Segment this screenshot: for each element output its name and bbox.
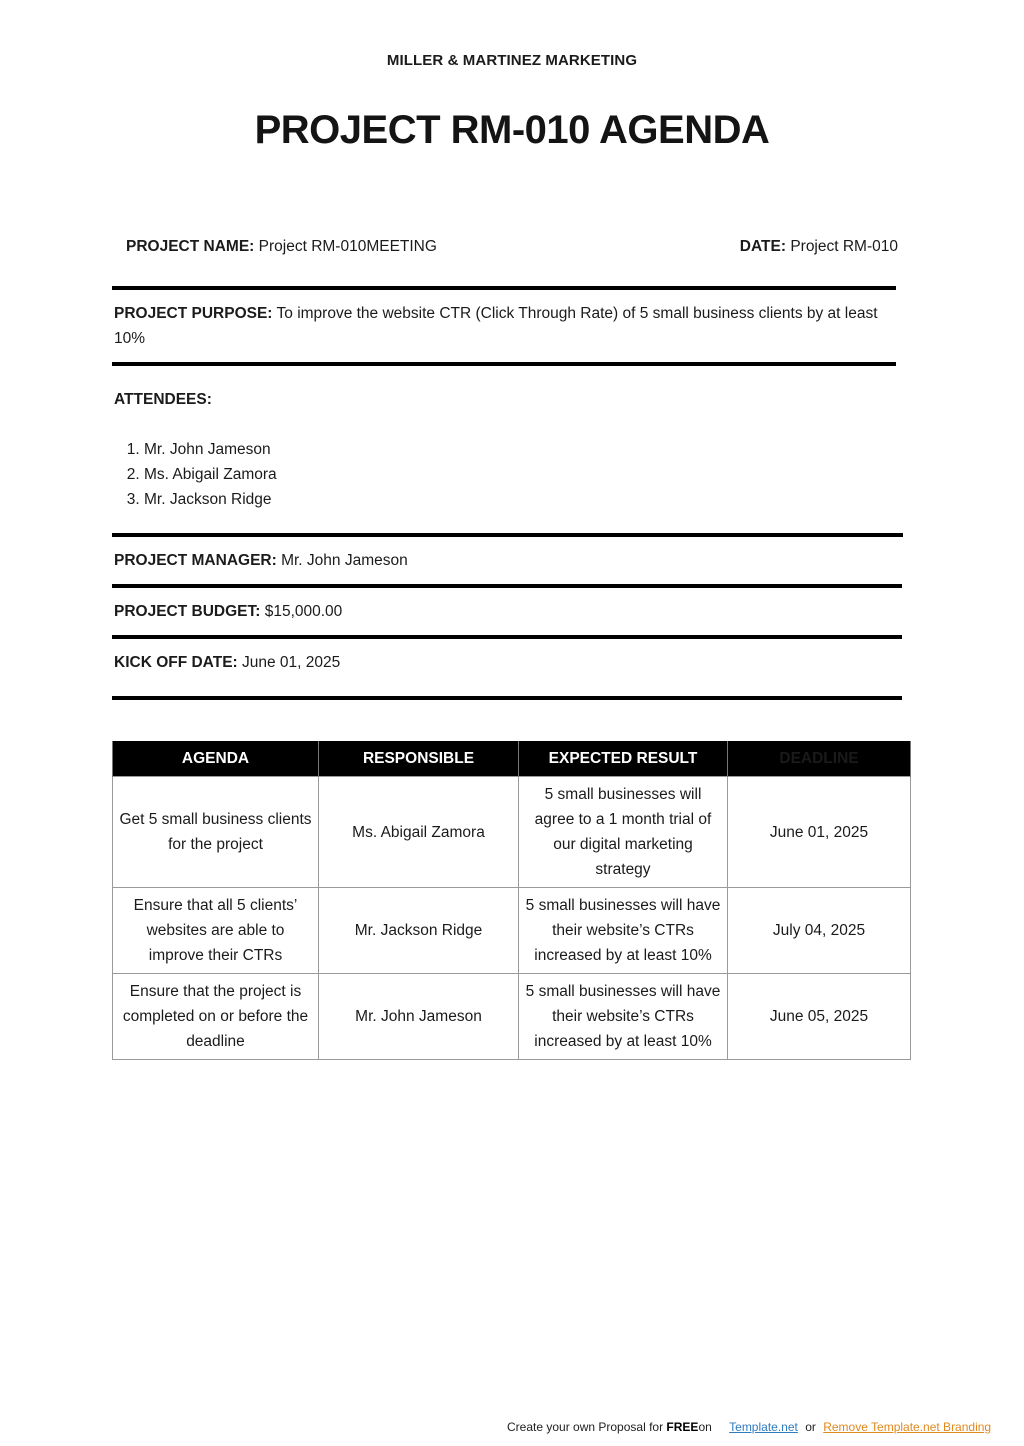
expected-result-cell: 5 small businesses will have their website’s CTRs increased by at least 10% [519,888,728,974]
project-manager-value: Mr. John Jameson [281,552,408,569]
project-name-label: PROJECT NAME: [126,238,255,255]
template-net-link[interactable]: Template.net [729,1420,798,1434]
table-row [113,777,911,888]
attendees-label [114,387,212,412]
table-row [113,888,911,974]
project-purpose-field [114,301,894,351]
deadline-cell: June 05, 2025 [728,974,911,1060]
expected-result-cell: 5 small businesses will agree to a 1 month trial of our digital marketing strategy [519,777,728,888]
date-label: DATE: [739,238,786,255]
divider [112,635,902,639]
company-name: MILLER & MARTINEZ MARKETING [386,52,638,69]
date-value: Project RM-010 [790,238,898,255]
project-purpose-value: To improve the website CTR (Click Through Rate) of 5 small business clients by at least 10% [114,305,878,347]
expected-result-cell: 5 small businesses will have their website’s CTRs increased by at least 10% [519,974,728,1060]
page-title: PROJECT RM-010 AGENDA [254,108,770,152]
responsible-cell: Mr. Jackson Ridge [319,888,519,974]
divider [112,533,903,537]
kickoff-date-label: KICK OFF DATE: [114,654,238,671]
project-budget-field [114,599,342,624]
deadline-cell: June 01, 2025 [728,777,911,888]
footer-branding [507,1420,991,1434]
column-header-expected-result: EXPECTED RESULT [519,741,728,777]
divider [112,362,896,366]
agenda-table [112,741,911,1060]
deadline-cell: July 04, 2025 [728,888,911,974]
column-header-agenda: AGENDA [113,741,319,777]
project-budget-label: PROJECT BUDGET: [114,603,261,620]
footer-free: FREE [666,1420,699,1434]
divider [112,286,896,290]
attendee-item: 3. Mr. Jackson Ridge [144,487,277,512]
project-budget-value: $15,000.00 [264,603,343,620]
responsible-cell: Ms. Abigail Zamora [319,777,519,888]
agenda-cell: Ensure that all 5 clients’ websites are able to improve their CTRs [113,888,319,974]
divider [112,696,902,700]
date-field [740,238,898,256]
project-manager-label: PROJECT MANAGER: [114,552,277,569]
attendees-label-text: ATTENDEES: [114,391,212,408]
kickoff-date-field [114,650,340,675]
column-header-responsible: RESPONSIBLE [319,741,519,777]
table-header-row [113,741,911,777]
footer-or: or [805,1420,816,1434]
remove-branding-link[interactable]: Remove Template.net Branding [823,1420,992,1434]
project-purpose-label: PROJECT PURPOSE: [114,305,273,322]
table-row [113,974,911,1060]
kickoff-date-value: June 01, 2025 [242,654,341,671]
attendee-item: 2. Ms. Abigail Zamora [144,462,277,487]
project-manager-field [114,548,408,573]
column-header-deadline: DEADLINE [728,741,911,777]
agenda-cell: Get 5 small business clients for the project [113,777,319,888]
footer-prefix: Create your own Proposal for [507,1420,667,1434]
project-name-field [126,238,437,256]
attendees-list [114,437,277,512]
agenda-cell: Ensure that the project is completed on or before the deadline [113,974,319,1060]
footer-on: on [698,1420,712,1434]
meta-row [126,238,898,256]
attendee-item: 1. Mr. John Jameson [144,437,277,462]
responsible-cell: Mr. John Jameson [319,974,519,1060]
project-name-value: Project RM-010MEETING [258,238,437,255]
divider [112,584,902,588]
